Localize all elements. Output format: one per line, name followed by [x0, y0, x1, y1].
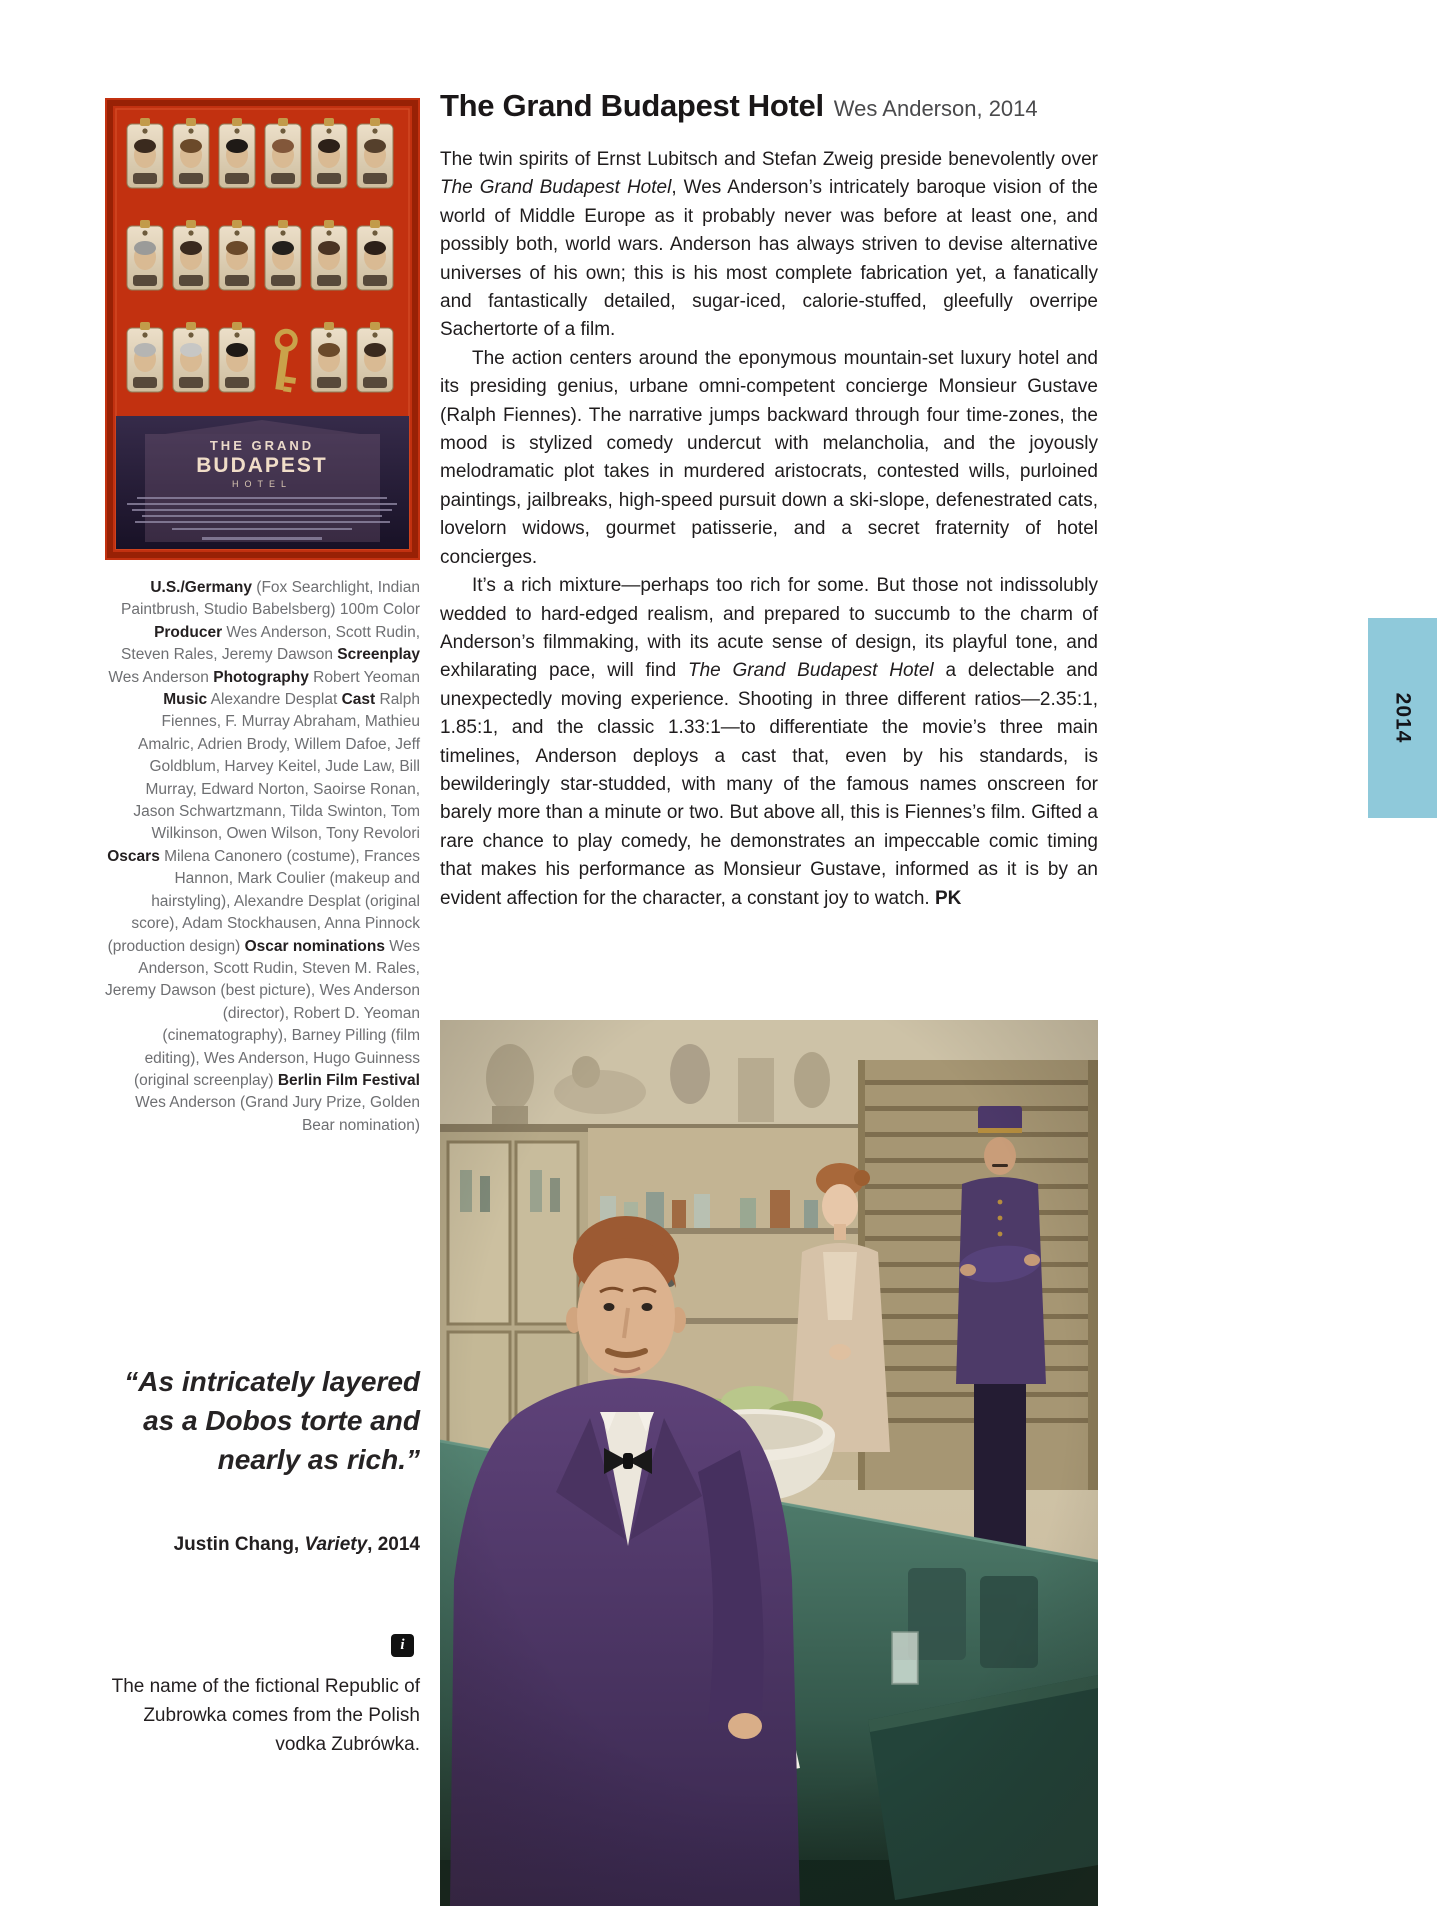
page-title: The Grand Budapest Hotel [440, 88, 824, 123]
year-tab-label: 2014 [1391, 692, 1415, 744]
movie-poster [105, 98, 420, 560]
poster-title-line3: HOTEL [231, 479, 293, 489]
review-paragraph: The action centers around the eponymous mountain-set luxury hotel and its presiding genius, urbane omni-competent concierge Monsieur Gustave (Ralph Fiennes). The narrative jumps backward through four time-zones, the mood is stylized comedy undercut with melancholia, and the joyously melodramatic plot takes in murdered aristocrats, contested wills, purloined paintings, jailbreaks, high-speed pursuit down a ski-slope, defenestrated cats, lovelorn widows, gourmet patisserie, and a secret fraternity of hotel concierges. [440, 347, 1098, 568]
poster-title-line1: THE GRAND [209, 438, 315, 453]
info-icon [391, 1634, 414, 1657]
quote-attribution: Justin Chang, Variety, 2014 [173, 1534, 420, 1555]
info-icon-glyph: i [400, 1637, 405, 1653]
review-paragraph: The twin spirits of Ernst Lubitsch and Stefan Zweig preside benevolently over The Grand Budapest Hotel, Wes Anderson’s intricately baroque vision of the world of Middle Europe as it probably never was before at least one, and possibly both, world wars. Anderson has always striven to devise alternative universes of his own; this is his most complete fabrication yet, a fanatically and fantastically detailed, sugar-iced, calorie-stuffed, gleefully overripe Sachertorte of a film. [440, 149, 1098, 341]
title-row [440, 88, 1140, 124]
trivia-note: The name of the fictional Republic of Zubrowka comes from the Polish vodka Zubrówka. [111, 1676, 420, 1755]
review-paragraph: It’s a rich mixture—perhaps too rich for some. But those not indissolubly wedded to hard-edged realism, and prepared to succumb to the charm of Anderson’s filmmaking, with its acute sense of design, its playful tone, and exhilarating pace, will find The Grand Budapest Hotel a delectable and unexpectedly moving experience. Shooting in three different ratios—2.35:1, 1.85:1, and the classic 1.33:1—to differentiate the movie’s three main timelines, Anderson deploys a cast that, even by his standards, is bewilderingly star-studded, with many of the famous names onscreen for barely more than a minute or two. But above all, this is Fiennes’s film. Gifted a rare chance to play comedy, he demonstrates an impeccable comic timing that makes his performance as Monsieur Gustave, informed as it is by an evident affection for the character, a constant joy to watch. PK [440, 575, 1098, 909]
credits-block: U.S./Germany (Fox Searchlight, Indian Paintbrush, Studio Babelsberg) 100m Color Producer Wes Anderson, Scott Rudin, Steven Rales, Jeremy Dawson Screenplay Wes Anderson Photography Robert Yeoman Music Alexandre Desplat Cast Ralph Fiennes, F. Murray Abraham, Mathieu Amalric, Adrien Brody, Willem Dafoe, Jeff Goldblum, Harvey Keitel, Jude Law, Bill Murray, Edward Norton, Saoirse Ronan, Jason Schwartzmann, Tilda Swinton, Tom Wilkinson, Owen Wilson, Tony Revolori Oscars Milena Canonero (costume), Frances Hannon, Mark Coulier (makeup and hairstyling), Alexandre Desplat (original score), Adam Stockhausen, Anna Pinnock (production design) Oscar nominations Wes Anderson, Scott Rudin, Steven M. Rales, Jeremy Dawson (best picture), Wes Anderson (director), Robert D. Yeoman (cinematography), Barney Pilling (film editing), Wes Anderson, Hugo Guinness (original screenplay) Berlin Film Festival Wes Anderson (Grand Jury Prize, Golden Bear nomination) [105, 579, 421, 1134]
poster-title-line2: BUDAPEST [196, 454, 328, 477]
director-byline: Wes Anderson, 2014 [833, 96, 1038, 121]
poster-title-band [116, 416, 409, 549]
film-still [440, 1020, 1098, 1906]
pull-quote: “As intricately layered as a Dobos torte and nearly as rich.” [124, 1366, 420, 1475]
review-text [440, 146, 1098, 913]
year-tab [1368, 618, 1437, 818]
